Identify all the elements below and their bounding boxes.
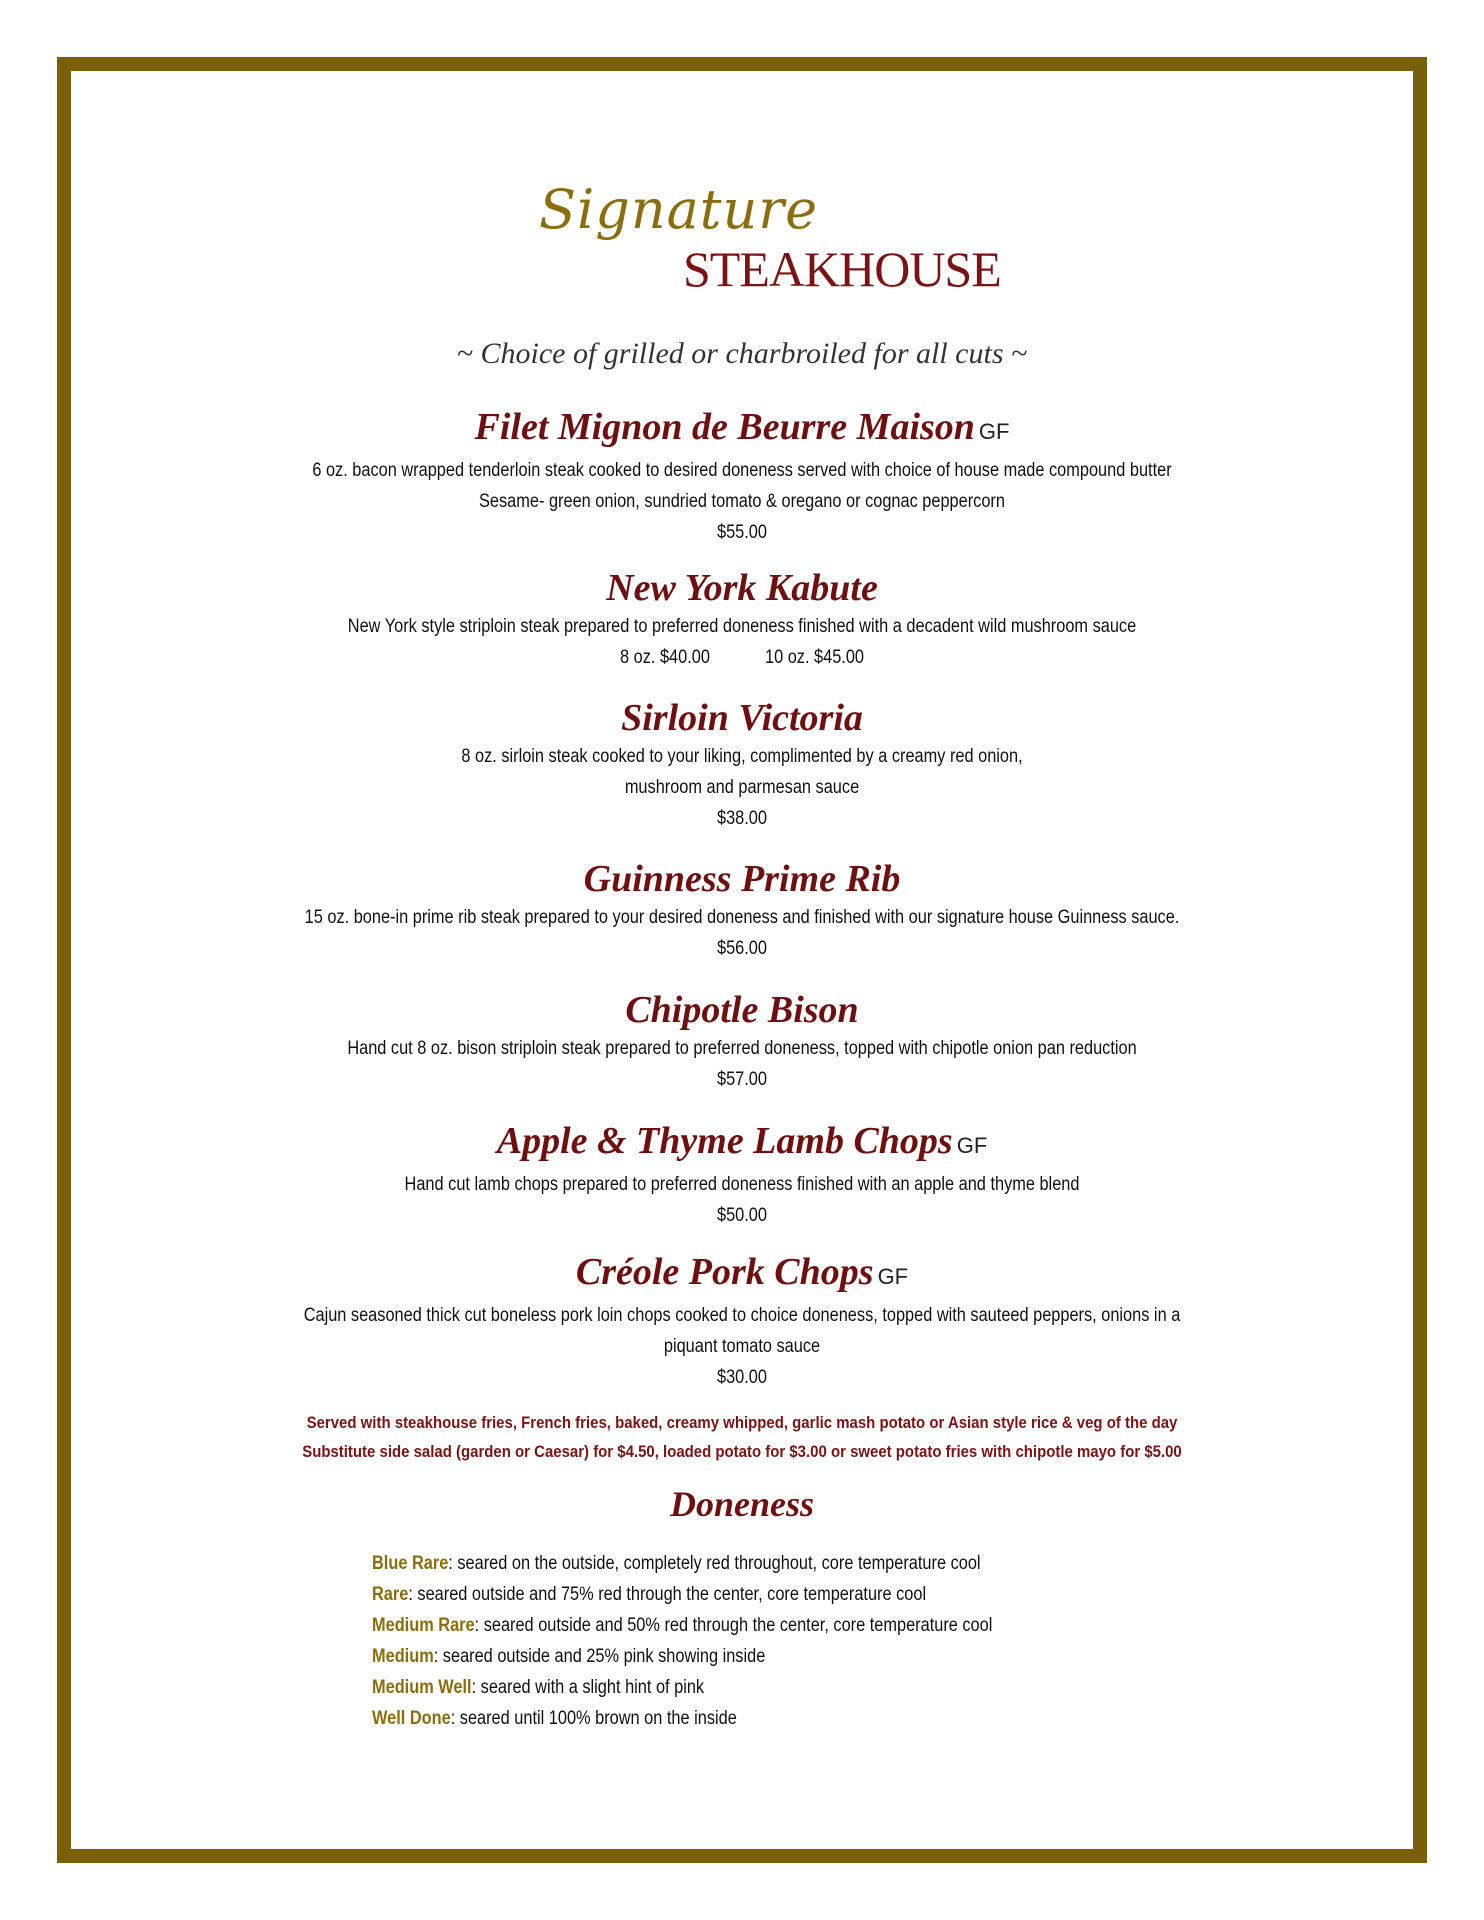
doneness-title: Doneness bbox=[669, 1484, 815, 1524]
gluten-free-tag: GF bbox=[877, 1264, 909, 1289]
doneness-level: Blue Rare bbox=[372, 1553, 449, 1574]
item-price: $38.00 bbox=[717, 808, 767, 829]
item-description: Cajun seasoned thick cut boneless pork loin chops cooked to choice doneness, topped with sauteed peppers, onions in a bbox=[303, 1305, 1181, 1326]
doneness-level: Well Done bbox=[372, 1708, 451, 1729]
item-description: mushroom and parmesan sauce bbox=[624, 777, 860, 798]
doneness-desc: : seared until 100% brown on the inside bbox=[450, 1708, 737, 1729]
doneness-item bbox=[372, 1579, 992, 1610]
sides-note bbox=[177, 1408, 1307, 1466]
menu-item bbox=[100, 1249, 1384, 1393]
item-description: Hand cut 8 oz. bison striploin steak prepared to preferred doneness, topped with chipotle onion pan reduction bbox=[347, 1038, 1137, 1059]
item-price: $55.00 bbox=[717, 522, 767, 543]
item-price: $50.00 bbox=[717, 1205, 767, 1226]
doneness-item bbox=[372, 1703, 992, 1734]
item-description: piquant tomato sauce bbox=[663, 1336, 821, 1357]
doneness-desc: : seared on the outside, completely red throughout, core temperature cool bbox=[448, 1553, 981, 1574]
item-description: Hand cut lamb chops prepared to preferred doneness finished with an apple and thyme blend bbox=[404, 1174, 1080, 1195]
item-name: Créole Pork Chops GF bbox=[575, 1251, 909, 1293]
doneness-desc: : seared outside and 50% red through the center, core temperature cool bbox=[474, 1615, 993, 1636]
item-description: 15 oz. bone-in prime rib steak prepared to your desired doneness and finished with our signature house Guinness sauce. bbox=[304, 907, 1180, 928]
item-name: Guinness Prime Rib bbox=[583, 858, 901, 900]
doneness-level: Rare bbox=[372, 1584, 409, 1605]
item-price: $30.00 bbox=[717, 1367, 767, 1388]
menu-tagline: ~ Choice of grilled or charbroiled for all cuts ~ bbox=[456, 337, 1028, 370]
item-name: Filet Mignon de Beurre Maison GF bbox=[474, 406, 1010, 448]
item-name: Apple & Thyme Lamb Chops GF bbox=[496, 1120, 988, 1162]
gluten-free-tag: GF bbox=[956, 1133, 988, 1158]
item-description: 6 oz. bacon wrapped tenderloin steak cooked to desired doneness served with choice of house made compound butter bbox=[312, 460, 1172, 481]
item-description: Sesame- green onion, sundried tomato & oregano or cognac peppercorn bbox=[479, 491, 1005, 512]
item-name: Chipotle Bison bbox=[625, 989, 859, 1031]
doneness-level: Medium Rare bbox=[372, 1615, 475, 1636]
doneness-item bbox=[372, 1548, 992, 1579]
item-price: $57.00 bbox=[717, 1069, 767, 1090]
item-description: New York style striploin steak prepared to preferred doneness finished with a decadent wild mushroom sauce bbox=[347, 616, 1137, 637]
doneness-item bbox=[372, 1641, 992, 1672]
sides-line: Served with steakhouse fries, French fries, baked, creamy whipped, garlic mash potato or Asian style rice & veg of the day bbox=[306, 1413, 1178, 1432]
menu-item bbox=[100, 1118, 1384, 1231]
menu-item bbox=[100, 695, 1384, 834]
item-price: 8 oz. $40.00 bbox=[619, 647, 710, 668]
menu-item bbox=[100, 404, 1384, 548]
item-name: New York Kabute bbox=[606, 567, 878, 609]
item-name: Sirloin Victoria bbox=[621, 697, 863, 739]
menu-item bbox=[100, 987, 1384, 1095]
doneness-desc: : seared outside and 25% pink showing inside bbox=[433, 1646, 766, 1667]
doneness-desc: : seared outside and 75% red through the center, core temperature cool bbox=[408, 1584, 927, 1605]
item-description: 8 oz. sirloin steak cooked to your liking, complimented by a creamy red onion, bbox=[461, 746, 1023, 767]
gluten-free-tag: GF bbox=[978, 419, 1010, 444]
item-price-row bbox=[190, 642, 1294, 673]
doneness-item bbox=[372, 1610, 992, 1641]
menu-item bbox=[100, 565, 1384, 673]
doneness-level: Medium Well bbox=[372, 1677, 472, 1698]
doneness-level: Medium bbox=[372, 1646, 434, 1667]
doneness-list bbox=[372, 1548, 992, 1734]
substitute-line: Substitute side salad (garden or Caesar) for $4.50, loaded potato for $3.00 or sweet potato fries with chipotle mayo for $5.00 bbox=[302, 1442, 1182, 1461]
restaurant-main-title: STEAKHOUSE bbox=[683, 241, 1001, 297]
item-price: $56.00 bbox=[717, 938, 767, 959]
menu-item bbox=[100, 856, 1384, 964]
doneness-item bbox=[372, 1672, 992, 1703]
doneness-desc: : seared with a slight hint of pink bbox=[471, 1677, 705, 1698]
restaurant-script-title: Signature bbox=[539, 178, 819, 241]
item-price: 10 oz. $45.00 bbox=[764, 647, 865, 668]
